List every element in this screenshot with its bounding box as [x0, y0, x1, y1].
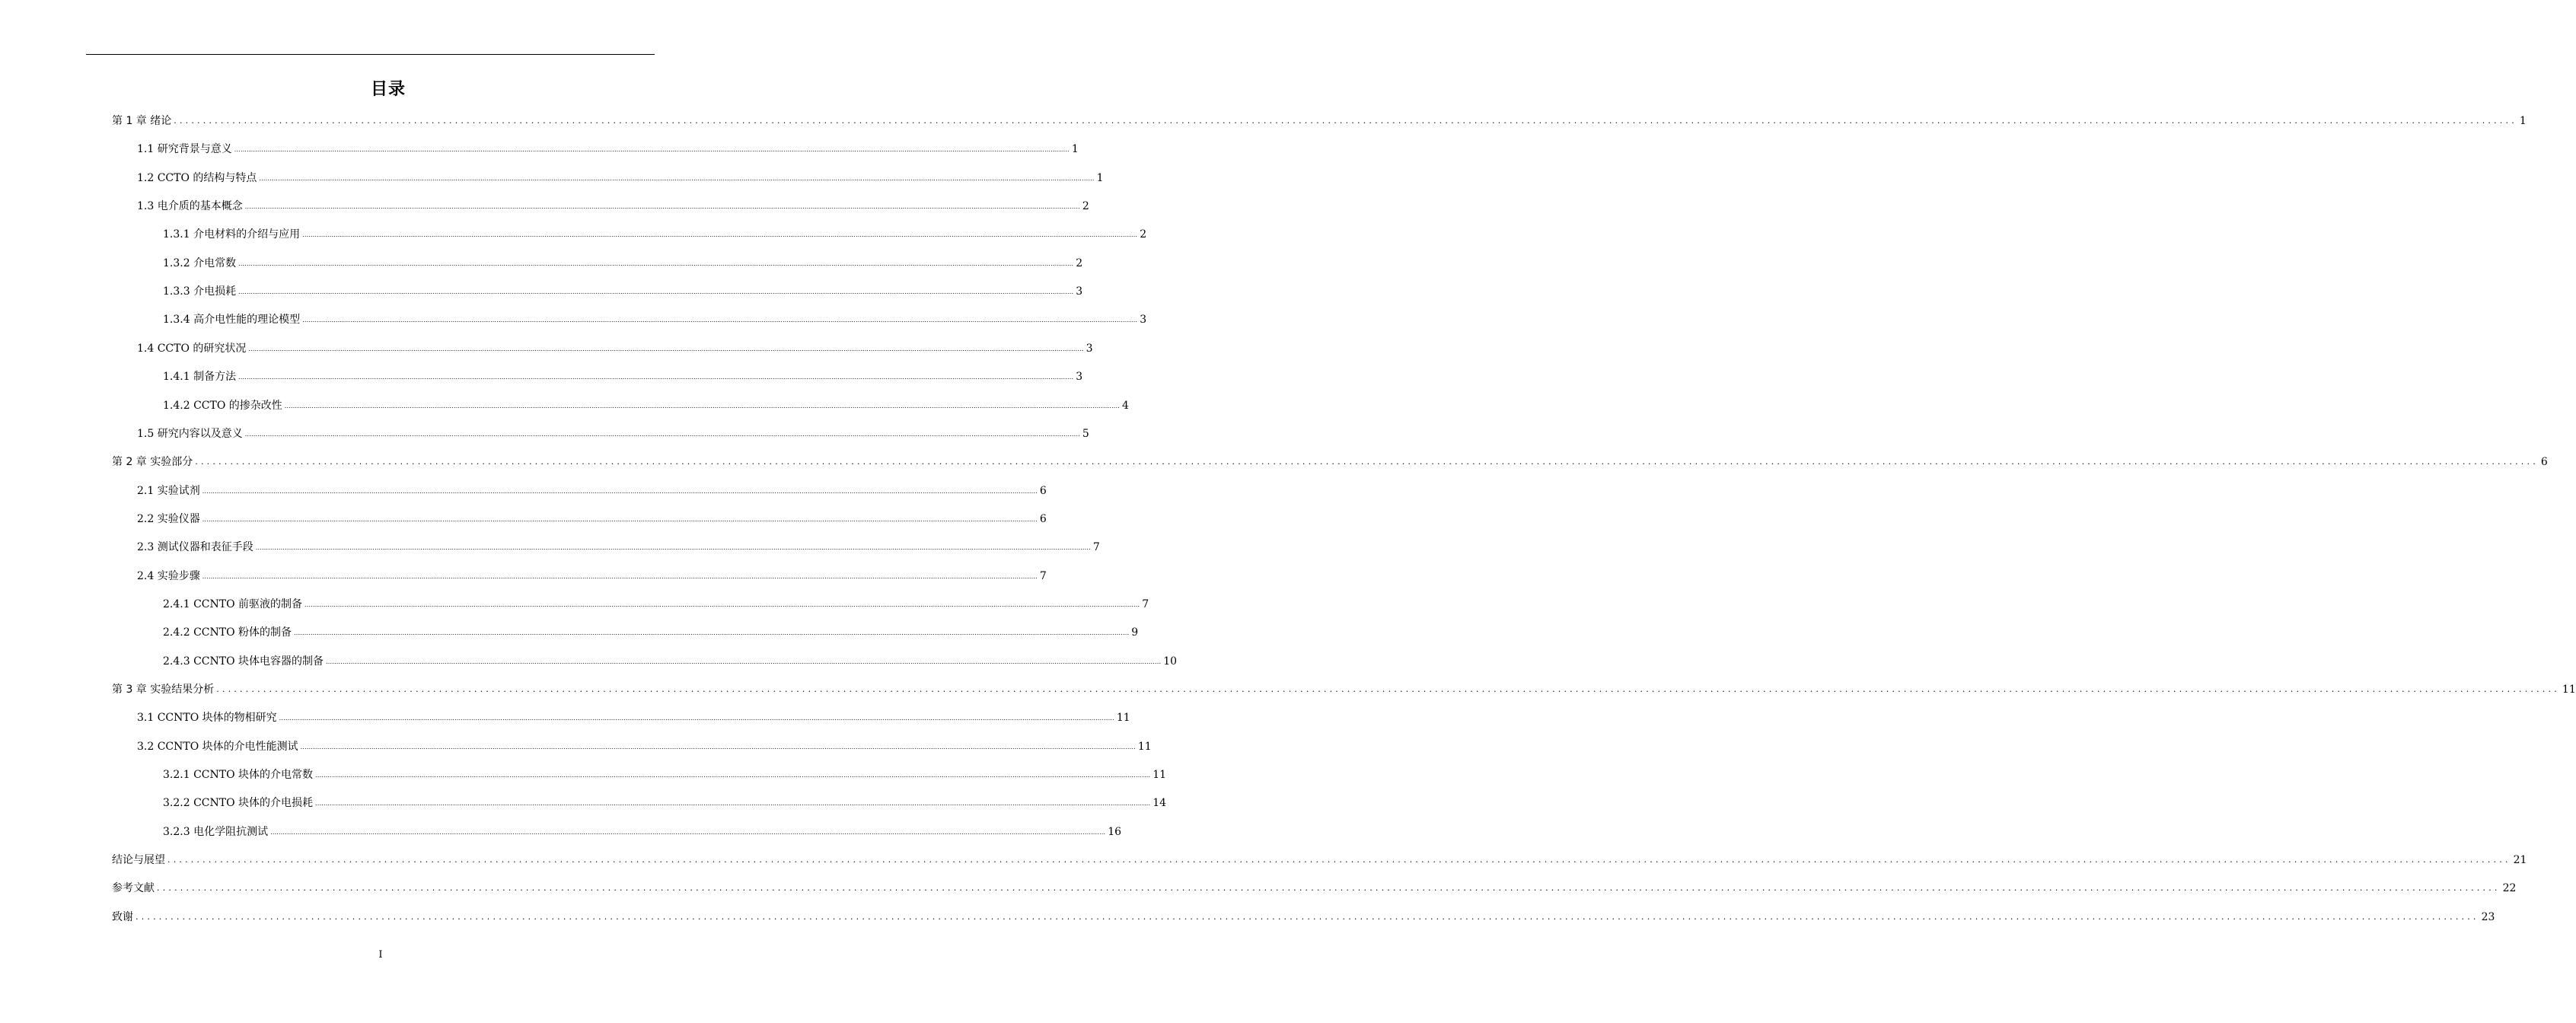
toc-entry-page: 3 — [1140, 314, 1147, 326]
toc-entry-page: 9 — [1131, 626, 1139, 639]
toc-entry-label: 1.2 CCTO 的结构与特点 — [137, 172, 257, 184]
toc-entry-page: 10 — [1163, 655, 1178, 668]
toc-entry[interactable] — [137, 738, 1152, 755]
toc-entry-label: 1.3.1 介电材料的介绍与应用 — [163, 228, 301, 241]
toc-entry-label: 参考文献 — [112, 882, 155, 894]
toc-leader-dots: ................................................................................................................................................................................................................................................................................................................................................................................................................ — [259, 175, 1095, 182]
toc-entry-label: 2.4.2 CCNTO 粉体的制备 — [163, 626, 292, 639]
toc-leader-dots: ................................................................................................................................................................................................................................................................................................................................................................................................................ — [279, 715, 1114, 722]
toc-entry-page: 21 — [2513, 854, 2527, 866]
toc-entry-page: 1 — [2519, 115, 2527, 127]
toc-leader-dots: ................................................................................................................................................................................................................................................................................................................................................................................................................ — [315, 800, 1151, 807]
toc-entry-page: 14 — [1153, 797, 1167, 809]
toc-leader-dots: ................................................................................................................................................................................................................................................................................................................................................................................................................ — [195, 457, 2539, 467]
toc-entry[interactable] — [137, 425, 1089, 442]
toc-entry-page: 1 — [1071, 143, 1079, 155]
toc-leader-dots: ................................................................................................................................................................................................................................................................................................................................................................................................................ — [238, 374, 1074, 381]
toc-leader-dots: ................................................................................................................................................................................................................................................................................................................................................................................................................ — [216, 684, 2560, 694]
toc-entry[interactable] — [112, 113, 2527, 129]
toc-entry-page: 3 — [1076, 285, 1083, 298]
toc-entry-page: 7 — [1039, 570, 1047, 582]
toc-leader-dots: ................................................................................................................................................................................................................................................................................................................................................................................................................ — [300, 744, 1136, 751]
toc-entry-label: 2.2 实验仪器 — [137, 513, 200, 525]
toc-entry-page: 11 — [2562, 684, 2576, 696]
toc-entry-page: 2 — [1140, 228, 1147, 241]
toc-leader-dots: ................................................................................................................................................................................................................................................................................................................................................................................................................ — [302, 231, 1138, 238]
toc-entry-label: 2.4.3 CCNTO 块体电容器的制备 — [163, 655, 324, 668]
toc-entry[interactable] — [137, 568, 1047, 585]
toc-leader-dots: ................................................................................................................................................................................................................................................................................................................................................................................................................ — [238, 260, 1074, 267]
toc-entry-label: 1.3.2 介电常数 — [163, 257, 237, 269]
toc-leader-dots: ................................................................................................................................................................................................................................................................................................................................................................................................................ — [270, 829, 1106, 836]
toc-entry-page: 3 — [1076, 371, 1083, 383]
toc-leader-dots: ................................................................................................................................................................................................................................................................................................................................................................................................................ — [284, 403, 1120, 410]
toc-leader-dots: ................................................................................................................................................................................................................................................................................................................................................................................................................ — [202, 573, 1038, 580]
toc-leader-dots: ................................................................................................................................................................................................................................................................................................................................................................................................................ — [202, 488, 1038, 495]
toc-entry-label: 第 3 章 实验结果分析 — [112, 684, 215, 696]
toc-entry-label: 3.2.1 CCNTO 块体的介电常数 — [163, 769, 314, 781]
toc-entry-label: 1.1 研究背景与意义 — [137, 143, 232, 155]
toc-entry[interactable] — [112, 852, 2527, 868]
toc-entry[interactable] — [163, 283, 1083, 300]
toc-entry[interactable] — [163, 596, 1149, 613]
toc-entry-label: 3.2.2 CCNTO 块体的介电损耗 — [163, 797, 314, 809]
toc-entry-label: 2.4.1 CCNTO 前驱液的制备 — [163, 598, 303, 610]
toc-entry[interactable] — [112, 880, 2517, 897]
toc-entry-label: 2.4 实验步骤 — [137, 570, 200, 582]
toc-entry[interactable] — [163, 624, 1139, 641]
toc-leader-dots: ................................................................................................................................................................................................................................................................................................................................................................................................................ — [202, 516, 1038, 523]
toc-leader-dots: ................................................................................................................................................................................................................................................................................................................................................................................................................ — [326, 658, 1162, 665]
toc-entry-label: 3.1 CCNTO 块体的物相研究 — [137, 712, 277, 724]
toc-entry-label: 1.3.4 高介电性能的理论模型 — [163, 314, 301, 326]
toc-entry-page: 6 — [1039, 485, 1047, 497]
toc-leader-dots: ................................................................................................................................................................................................................................................................................................................................................................................................................ — [302, 317, 1138, 323]
toc-entry[interactable] — [137, 170, 1104, 186]
toc-entry[interactable] — [163, 824, 1122, 840]
toc-leader-dots: ................................................................................................................................................................................................................................................................................................................................................................................................................ — [315, 772, 1151, 779]
toc-entry-label: 3.2 CCNTO 块体的介电性能测试 — [137, 741, 298, 753]
toc-entry-page: 7 — [1142, 598, 1149, 610]
toc-entry-label: 1.4.1 制备方法 — [163, 371, 237, 383]
toc-entry-page: 6 — [1039, 513, 1047, 525]
footer-page-number: I — [378, 949, 383, 961]
toc-entry-label: 3.2.3 电化学阻抗测试 — [163, 826, 269, 838]
toc-entry-page: 22 — [2502, 882, 2517, 894]
toc-entry-label: 致谢 — [112, 911, 133, 923]
toc-leader-dots: ................................................................................................................................................................................................................................................................................................................................................................................................................ — [135, 912, 2479, 922]
toc-entry[interactable] — [163, 311, 1147, 328]
toc-leader-dots: ................................................................................................................................................................................................................................................................................................................................................................................................................ — [174, 116, 2517, 126]
toc-entry-page: 3 — [1086, 343, 1093, 355]
toc-entry[interactable] — [112, 454, 2548, 470]
toc-entry-page: 7 — [1092, 541, 1100, 553]
toc-entry-page: 11 — [1137, 741, 1152, 753]
toc-entry[interactable] — [137, 141, 1079, 158]
toc-entry[interactable] — [163, 226, 1147, 243]
toc-entry-page: 23 — [2481, 911, 2495, 923]
toc-entry-label: 1.4.2 CCTO 的掺杂改性 — [163, 400, 282, 412]
toc-entry-label: 1.3 电介质的基本概念 — [137, 200, 243, 212]
toc-entry-page: 4 — [1121, 400, 1129, 412]
toc-entry-label: 第 1 章 绪论 — [112, 115, 172, 127]
toc-entry-page: 6 — [2540, 456, 2548, 468]
toc-leader-dots: ................................................................................................................................................................................................................................................................................................................................................................................................................ — [244, 431, 1080, 438]
toc-entry-page: 1 — [1096, 172, 1104, 184]
toc-entry-page: 5 — [1082, 428, 1089, 440]
toc-entry[interactable] — [137, 539, 1100, 556]
toc-entry[interactable] — [163, 795, 1167, 811]
toc-leader-dots: ................................................................................................................................................................................................................................................................................................................................................................................................................ — [255, 544, 1091, 551]
toc-leader-dots: ................................................................................................................................................................................................................................................................................................................................................................................................................ — [157, 883, 2501, 893]
toc-leader-dots: ................................................................................................................................................................................................................................................................................................................................................................................................................ — [294, 629, 1130, 636]
toc-entry-page: 2 — [1076, 257, 1083, 269]
toc-entry[interactable] — [137, 511, 1047, 527]
toc-entry[interactable] — [137, 198, 1089, 215]
toc-entry-label: 1.5 研究内容以及意义 — [137, 428, 243, 440]
page-title: 目录 — [370, 80, 406, 99]
toc-entry[interactable] — [137, 709, 1130, 726]
toc-entry[interactable] — [163, 255, 1083, 272]
toc-entry[interactable] — [163, 653, 1178, 670]
toc-entry[interactable] — [112, 909, 2495, 926]
toc-entry-page: 16 — [1108, 826, 1122, 838]
toc-entry[interactable] — [112, 681, 2576, 698]
toc-entry[interactable] — [163, 397, 1129, 414]
toc-leader-dots: ................................................................................................................................................................................................................................................................................................................................................................................................................ — [238, 288, 1074, 295]
toc-entry-label: 第 2 章 实验部分 — [112, 456, 193, 468]
toc-entry-label: 1.3.3 介电损耗 — [163, 285, 237, 298]
toc-entry[interactable] — [137, 340, 1093, 357]
toc-entry-page: 11 — [1116, 712, 1130, 724]
toc-leader-dots: ................................................................................................................................................................................................................................................................................................................................................................................................................ — [234, 146, 1070, 153]
toc-entry[interactable] — [163, 766, 1167, 783]
toc-entry[interactable] — [163, 368, 1083, 385]
toc-entry-label: 2.3 测试仪器和表征手段 — [137, 541, 253, 553]
toc-entry-label: 结论与展望 — [112, 854, 165, 866]
toc-entry-page: 11 — [1153, 769, 1167, 781]
toc-leader-dots: ................................................................................................................................................................................................................................................................................................................................................................................................................ — [248, 346, 1084, 352]
toc-leader-dots: ................................................................................................................................................................................................................................................................................................................................................................................................................ — [167, 855, 2511, 865]
toc-leader-dots: ................................................................................................................................................................................................................................................................................................................................................................................................................ — [244, 203, 1080, 210]
toc-entry-label: 1.4 CCTO 的研究状况 — [137, 343, 247, 355]
toc-leader-dots: ................................................................................................................................................................................................................................................................................................................................................................................................................ — [304, 601, 1140, 608]
toc-entry-page: 2 — [1082, 200, 1089, 212]
toc-entry-label: 2.1 实验试剂 — [137, 485, 200, 497]
toc-entry[interactable] — [137, 483, 1047, 499]
